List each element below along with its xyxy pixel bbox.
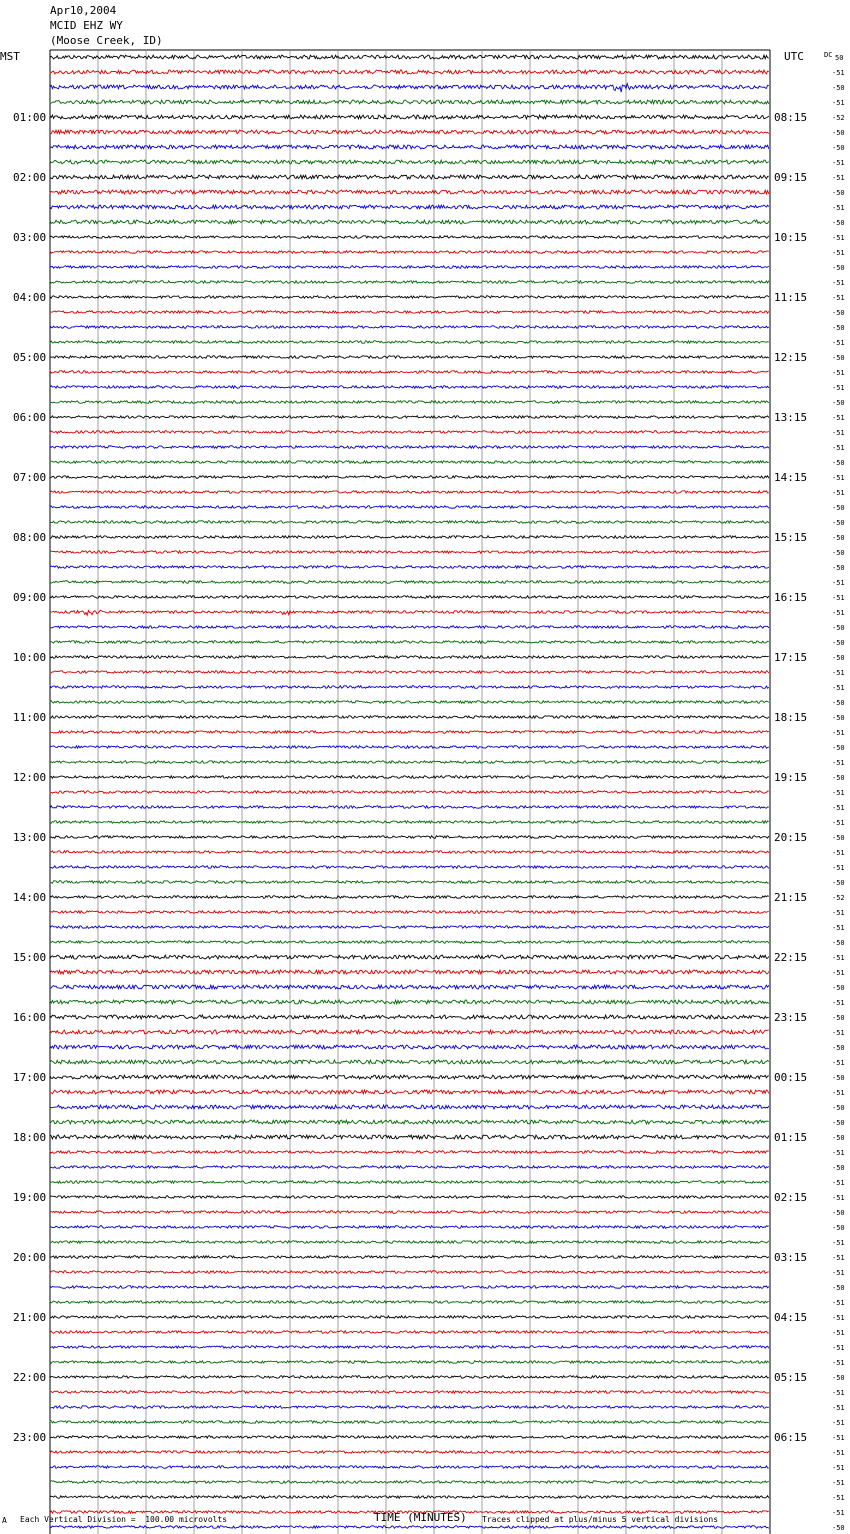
right-hour-label: 10:15 <box>774 231 808 244</box>
dc-offset-value: -50 <box>832 1119 845 1127</box>
dc-offset-value: -50 <box>832 354 845 362</box>
plot-grid <box>50 50 770 1534</box>
seismic-trace <box>50 70 769 74</box>
seismic-trace <box>50 536 769 539</box>
dc-offset-value: -50 <box>832 309 845 317</box>
corner-mark: A <box>2 1516 7 1525</box>
seismic-trace <box>50 521 769 524</box>
seismic-trace <box>50 416 769 419</box>
dc-offset-value: -50 <box>832 1524 845 1532</box>
dc-offset-value: -51 <box>832 444 845 452</box>
seismic-trace <box>50 1135 769 1139</box>
dc-offset-value: -50 <box>832 1209 845 1217</box>
seismic-trace <box>50 371 769 374</box>
seismic-trace <box>50 205 769 209</box>
right-hour-label: 21:15 <box>774 891 808 904</box>
right-hour-label: 13:15 <box>774 411 808 424</box>
dc-offset-value: -50 <box>832 939 845 947</box>
dc-offset-value: -50 <box>832 744 845 752</box>
left-hour-label: 10:00 <box>13 651 47 664</box>
seismic-trace <box>50 610 769 615</box>
left-hour-label: 06:00 <box>13 411 47 424</box>
right-timezone-label: UTC <box>784 50 804 63</box>
seismic-trace <box>50 671 769 674</box>
seismic-trace <box>50 955 769 959</box>
left-hour-label: 19:00 <box>13 1191 47 1204</box>
seismic-trace <box>50 1090 769 1094</box>
dc-offset-value: -50 <box>832 1074 845 1082</box>
seismic-trace <box>50 866 769 869</box>
scale-note: Each Vertical Division = 100.00 microvolts <box>20 1515 228 1524</box>
seismic-trace <box>50 160 769 164</box>
right-hour-label: 02:15 <box>774 1191 808 1204</box>
dc-offset-value: -51 <box>832 384 845 392</box>
station-location: (Moose Creek, ID) <box>50 34 163 47</box>
right-hour-label: 12:15 <box>774 351 808 364</box>
left-hour-label: 15:00 <box>13 951 47 964</box>
left-hour-label: 08:00 <box>13 531 47 544</box>
dc-header: DC <box>824 51 833 59</box>
seismic-trace <box>50 1211 769 1214</box>
dc-offset-value: -51 <box>832 969 845 977</box>
left-hour-label: 21:00 <box>13 1311 47 1324</box>
dc-offset-value: -51 <box>832 249 845 257</box>
seismic-trace <box>50 881 769 884</box>
seismic-trace <box>50 1316 769 1319</box>
dc-offset-value: -51 <box>832 999 845 1007</box>
dc-offset-value: -51 <box>832 594 845 602</box>
seismic-trace <box>50 1060 769 1064</box>
seismic-trace <box>50 220 769 224</box>
dc-offset-value: -51 <box>832 1479 845 1487</box>
dc-offset-value: -50 <box>832 1374 845 1382</box>
seismic-trace <box>50 1481 769 1484</box>
dc-offset-value: -50 <box>832 1044 845 1052</box>
dc-offset-value: -51 <box>832 1089 845 1097</box>
seismic-trace <box>50 1226 769 1229</box>
dc-offset-value: -51 <box>832 1329 845 1337</box>
left-hour-label: 12:00 <box>13 771 47 784</box>
right-hour-label: 19:15 <box>774 771 808 784</box>
dc-offset-value: -51 <box>832 339 845 347</box>
seismic-trace <box>50 1000 769 1004</box>
seismic-trace <box>50 1466 769 1469</box>
dc-offset-value: -50 <box>832 699 845 707</box>
dc-offset-value: -51 <box>832 1254 845 1262</box>
right-hour-label: 05:15 <box>774 1371 808 1384</box>
seismic-trace <box>50 476 769 479</box>
dc-offset-value: -51 <box>832 1179 845 1187</box>
seismic-trace <box>50 911 769 914</box>
seismic-trace <box>50 641 769 644</box>
station-code: MCID EHZ WY <box>50 19 123 32</box>
seismic-trace <box>50 731 769 734</box>
dc-offset-value: -51 <box>832 1434 845 1442</box>
dc-offset-value: -51 <box>832 759 845 767</box>
dc-offset-value: -50 <box>832 219 845 227</box>
seismic-trace <box>50 296 769 299</box>
left-timezone-label: MST <box>0 50 20 63</box>
dc-offset-value: -51 <box>832 1389 845 1397</box>
seismic-trace <box>50 1241 769 1244</box>
dc-offset-value: -51 <box>832 1509 845 1517</box>
record-date: Apr10,2004 <box>50 4 117 17</box>
seismic-trace <box>50 791 769 794</box>
dc-offset-value: -50 <box>832 1104 845 1112</box>
seismic-trace <box>50 130 769 134</box>
right-hour-label: 08:15 <box>774 111 808 124</box>
left-hour-label: 04:00 <box>13 291 47 304</box>
left-hour-label: 03:00 <box>13 231 47 244</box>
seismic-trace <box>50 1421 769 1424</box>
seismic-trace <box>50 175 769 179</box>
right-hour-label: 20:15 <box>774 831 808 844</box>
seismic-trace <box>50 446 769 449</box>
right-hour-label: 01:15 <box>774 1131 808 1144</box>
seismic-trace <box>50 236 769 239</box>
right-hour-label: 18:15 <box>774 711 808 724</box>
seismic-trace <box>50 55 769 59</box>
seismic-trace <box>50 1406 769 1409</box>
dc-offset-value: -51 <box>832 1464 845 1472</box>
seismic-trace <box>50 1015 769 1019</box>
seismic-trace <box>50 581 769 584</box>
left-hour-label: 23:00 <box>13 1431 47 1444</box>
seismic-trace <box>50 431 769 434</box>
dc-offset-value: -50 <box>832 834 845 842</box>
seismic-trace <box>50 1105 769 1109</box>
seismic-trace <box>50 1120 769 1124</box>
seismic-trace <box>50 326 769 329</box>
seismic-trace <box>50 1030 769 1034</box>
dc-offset-value: -50 <box>832 1164 845 1172</box>
seismic-trace <box>50 356 769 359</box>
seismic-trace <box>50 746 769 749</box>
dc-offset-value: -51 <box>832 1269 845 1277</box>
left-hour-label: 11:00 <box>13 711 47 724</box>
dc-offset-value: -50 <box>832 459 845 467</box>
seismic-trace <box>50 821 769 824</box>
right-hour-label: 17:15 <box>774 651 808 664</box>
dc-offset-value: -50 <box>832 519 845 527</box>
dc-offset-value: -51 <box>832 99 845 107</box>
dc-offset-value: -50 <box>832 714 845 722</box>
dc-offset-value: -51 <box>832 729 845 737</box>
dc-offset-value: -50 <box>832 624 845 632</box>
seismic-trace <box>50 941 769 944</box>
dc-offset-value: -51 <box>832 1314 845 1322</box>
dc-offset-value: -51 <box>832 909 845 917</box>
dc-offset-value: -50 <box>832 879 845 887</box>
dc-offset-value: -51 <box>832 489 845 497</box>
seismic-trace <box>50 1045 769 1049</box>
seismic-trace <box>50 1166 769 1169</box>
dc-offset-value: -51 <box>832 789 845 797</box>
seismic-trace <box>50 341 769 344</box>
dc-offset-value: -51 <box>832 924 845 932</box>
dc-offset-value: -50 <box>832 1224 845 1232</box>
dc-offset-value: -51 <box>832 1344 845 1352</box>
left-hour-label: 05:00 <box>13 351 47 364</box>
seismic-trace <box>50 1376 769 1379</box>
dc-offset-value: -52 <box>832 114 845 122</box>
x-axis-title: TIME (MINUTES) <box>374 1511 467 1524</box>
dc-offset-value: -50 <box>832 504 845 512</box>
dc-offset-value: -50 <box>832 639 845 647</box>
dc-offset-value: -51 <box>832 174 845 182</box>
dc-offset-value: -51 <box>832 579 845 587</box>
seismic-trace <box>50 1196 769 1199</box>
seismic-trace <box>50 311 769 314</box>
dc-offset-value: -51 <box>832 69 845 77</box>
seismic-trace <box>50 1361 769 1364</box>
seismic-trace <box>50 836 769 839</box>
seismic-trace <box>50 686 769 689</box>
dc-offset-value: -51 <box>832 1194 845 1202</box>
right-hour-label: 14:15 <box>774 471 808 484</box>
dc-offset-value: -51 <box>832 1059 845 1067</box>
dc-offset-value: 50 <box>835 54 844 62</box>
seismic-trace <box>50 115 769 119</box>
dc-offset-value: -51 <box>832 1419 845 1427</box>
dc-offset-value: -50 <box>832 324 845 332</box>
dc-offset-value: -51 <box>832 204 845 212</box>
dc-offset-value: -51 <box>832 819 845 827</box>
left-hour-label: 01:00 <box>13 111 47 124</box>
seismic-traces <box>50 55 769 1534</box>
seismic-trace <box>50 1075 769 1079</box>
left-hour-label: 13:00 <box>13 831 47 844</box>
seismic-trace <box>50 761 769 764</box>
dc-offset-value: -51 <box>832 1404 845 1412</box>
dc-offset-value: -51 <box>832 159 845 167</box>
dc-offset-value: -50 <box>832 189 845 197</box>
seismic-trace <box>50 776 769 779</box>
dc-offset-value: -51 <box>832 1359 845 1367</box>
dc-offset-value: -51 <box>832 294 845 302</box>
dc-offset-value: -51 <box>832 474 845 482</box>
dc-offset-value: -51 <box>832 1449 845 1457</box>
dc-offset-value: -51 <box>832 684 845 692</box>
seismic-trace <box>50 1331 769 1334</box>
seismic-trace <box>50 806 769 809</box>
dc-offset-value: -51 <box>832 234 845 242</box>
seismic-trace <box>50 190 769 194</box>
right-hour-label: 22:15 <box>774 951 808 964</box>
right-hour-label: 23:15 <box>774 1011 808 1024</box>
left-hour-label: 14:00 <box>13 891 47 904</box>
right-hour-label: 03:15 <box>774 1251 808 1264</box>
seismic-trace <box>50 145 769 149</box>
dc-offset-value: -50 <box>832 984 845 992</box>
seismic-trace <box>50 926 769 929</box>
dc-offset-value: -50 <box>832 399 845 407</box>
seismic-trace <box>50 100 769 104</box>
dc-offset-value: -50 <box>832 1284 845 1292</box>
dc-offset-value: -51 <box>832 669 845 677</box>
dc-offset-column <box>824 51 845 1534</box>
left-hour-label: 02:00 <box>13 171 47 184</box>
dc-offset-value: -50 <box>832 264 845 272</box>
seismic-trace <box>50 506 769 509</box>
dc-offset-value: -50 <box>832 534 845 542</box>
seismic-trace <box>50 1391 769 1394</box>
dc-offset-value: -50 <box>832 564 845 572</box>
seismic-trace <box>50 1451 769 1454</box>
dc-offset-value: -50 <box>832 129 845 137</box>
seismic-trace <box>50 461 769 464</box>
dc-offset-value: -50 <box>832 549 845 557</box>
dc-offset-value: -50 <box>832 84 845 92</box>
seismic-trace <box>50 896 769 899</box>
dc-offset-value: -51 <box>832 804 845 812</box>
left-hour-label: 16:00 <box>13 1011 47 1024</box>
seismic-trace <box>50 626 769 629</box>
left-hour-label: 18:00 <box>13 1131 47 1144</box>
seismic-trace <box>50 281 769 284</box>
seismic-trace <box>50 1346 769 1349</box>
dc-offset-value: -50 <box>832 1014 845 1022</box>
dc-offset-value: -50 <box>832 654 845 662</box>
dc-offset-value: -51 <box>832 1239 845 1247</box>
seismic-trace <box>50 701 769 704</box>
dc-offset-value: -51 <box>832 1029 845 1037</box>
seismic-trace <box>50 1436 769 1439</box>
seismic-trace <box>50 1151 769 1154</box>
clip-note: Traces clipped at plus/minus 5 vertical divisions <box>482 1515 719 1524</box>
right-hour-label: 04:15 <box>774 1311 808 1324</box>
seismic-trace <box>50 1301 769 1304</box>
right-hour-label: 09:15 <box>774 171 808 184</box>
seismic-trace <box>50 851 769 854</box>
dc-offset-value: -51 <box>832 849 845 857</box>
dc-offset-value: -51 <box>832 1149 845 1157</box>
seismic-trace <box>50 596 769 599</box>
seismic-trace <box>50 985 769 989</box>
left-hour-label: 09:00 <box>13 591 47 604</box>
seismic-trace <box>50 1526 769 1529</box>
dc-offset-value: -50 <box>832 774 845 782</box>
seismic-trace <box>50 1271 769 1274</box>
dc-offset-value: -52 <box>832 894 845 902</box>
dc-offset-value: -51 <box>832 609 845 617</box>
right-hour-label: 11:15 <box>774 291 808 304</box>
dc-offset-value: -51 <box>832 1299 845 1307</box>
dc-offset-value: -51 <box>832 954 845 962</box>
seismic-trace <box>50 656 769 659</box>
seismic-trace <box>50 266 769 269</box>
seismic-trace <box>50 401 769 404</box>
dc-offset-value: -50 <box>832 144 845 152</box>
seismic-trace <box>50 566 769 569</box>
dc-offset-value: -50 <box>832 1134 845 1142</box>
left-hour-label: 17:00 <box>13 1071 47 1084</box>
right-hour-label: 06:15 <box>774 1431 808 1444</box>
left-hour-label: 20:00 <box>13 1251 47 1264</box>
seismic-trace <box>50 1286 769 1289</box>
seismic-trace <box>50 1256 769 1259</box>
dc-offset-value: -51 <box>832 279 845 287</box>
seismic-trace <box>50 970 769 974</box>
seismic-trace <box>50 84 769 93</box>
dc-offset-value: -51 <box>832 369 845 377</box>
seismic-trace <box>50 1496 769 1499</box>
left-hour-label: 07:00 <box>13 471 47 484</box>
right-hour-label: 16:15 <box>774 591 808 604</box>
right-hour-label: 00:15 <box>774 1071 808 1084</box>
dc-offset-value: -51 <box>832 414 845 422</box>
dc-offset-value: -51 <box>832 429 845 437</box>
seismic-trace <box>50 551 769 554</box>
dc-offset-value: -51 <box>832 864 845 872</box>
left-hour-label: 22:00 <box>13 1371 47 1384</box>
right-hour-label: 15:15 <box>774 531 808 544</box>
seismic-trace <box>50 491 769 494</box>
seismic-trace <box>50 251 769 254</box>
seismic-trace <box>50 716 769 719</box>
dc-offset-value: -51 <box>832 1494 845 1502</box>
seismic-trace <box>50 1181 769 1184</box>
seismic-trace <box>50 386 769 389</box>
